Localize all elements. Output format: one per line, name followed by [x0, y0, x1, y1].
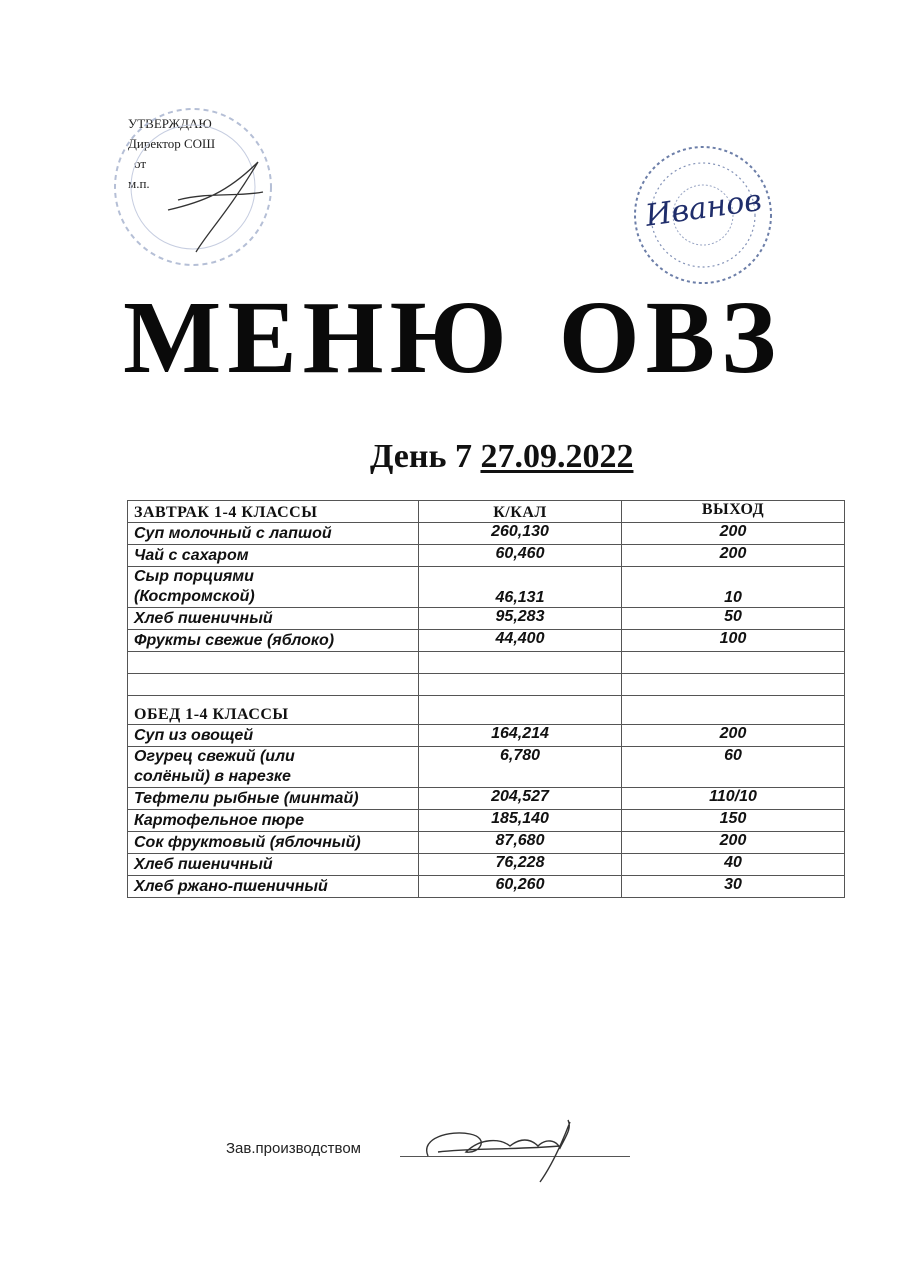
table-row — [128, 832, 845, 854]
title-word-ovz: ОВЗ — [558, 280, 782, 395]
dish-name: Чай с сахаром — [128, 545, 419, 567]
approval-seal-mark: м.п. — [128, 176, 150, 192]
dish-output: 30 — [622, 876, 845, 898]
dish-output: 200 — [622, 832, 845, 854]
table-row — [128, 725, 845, 747]
dish-output: 200 — [622, 523, 845, 545]
title-word-menu: МЕНЮ — [123, 280, 513, 395]
table-row — [128, 567, 845, 608]
dish-output: 10 — [622, 567, 845, 608]
dish-name: Сок фруктовый (яблочный) — [128, 832, 419, 854]
production-head-signature — [410, 1108, 600, 1188]
left-seal-stamp — [108, 102, 278, 272]
dish-output: 150 — [622, 810, 845, 832]
dish-kcal: 185,140 — [419, 810, 622, 832]
breakfast-header-title: ЗАВТРАК 1-4 КЛАССЫ — [128, 501, 419, 523]
dish-output: 50 — [622, 608, 845, 630]
table-row — [128, 608, 845, 630]
lunch-header-row — [128, 696, 845, 725]
approval-director: Директор СОШ — [128, 136, 216, 152]
day-label: День 7 — [370, 438, 472, 475]
production-head-label: Зав.производством — [226, 1140, 361, 1157]
output-column-header: ВЫХОД — [622, 501, 845, 523]
day-line — [370, 438, 633, 476]
dish-output: 40 — [622, 854, 845, 876]
approval-date: от — [134, 156, 147, 172]
kcal-column-header: К/КАЛ — [419, 501, 622, 523]
dish-kcal: 6,780 — [419, 747, 622, 788]
dish-kcal: 204,527 — [419, 788, 622, 810]
right-seal-stamp — [628, 140, 778, 290]
table-row — [128, 876, 845, 898]
stamp-signature-text: Иванов — [643, 182, 764, 234]
table-row — [128, 747, 845, 788]
dish-name: Суп из овощей — [128, 725, 419, 747]
table-row — [128, 788, 845, 810]
table-row — [128, 630, 845, 652]
dish-kcal: 76,228 — [419, 854, 622, 876]
dish-kcal: 87,680 — [419, 832, 622, 854]
dish-kcal: 95,283 — [419, 608, 622, 630]
table-row — [128, 523, 845, 545]
dish-output: 200 — [622, 545, 845, 567]
dish-name: Картофельное пюре — [128, 810, 419, 832]
dish-name: Тефтели рыбные (минтай) — [128, 788, 419, 810]
empty-row — [128, 652, 845, 674]
approval-title: УТВЕРЖДАЮ — [128, 116, 212, 131]
day-date: 27.09.2022 — [480, 438, 634, 475]
dish-kcal: 46,131 — [419, 567, 622, 608]
dish-output: 110/10 — [622, 788, 845, 810]
dish-name: Фрукты свежие (яблоко) — [128, 630, 419, 652]
dish-kcal: 60,260 — [419, 876, 622, 898]
dish-name: Хлеб ржано-пшеничный — [128, 876, 419, 898]
table-row — [128, 810, 845, 832]
lunch-header-title: ОБЕД 1-4 КЛАССЫ — [128, 696, 419, 725]
dish-output: 100 — [622, 630, 845, 652]
dish-name: Суп молочный с лапшой — [128, 523, 419, 545]
dish-kcal: 260,130 — [419, 523, 622, 545]
dish-name: Хлеб пшеничный — [128, 854, 419, 876]
dish-name: Хлеб пшеничный — [128, 608, 419, 630]
breakfast-header-row — [128, 501, 845, 523]
menu-table — [127, 500, 845, 898]
dish-kcal: 60,460 — [419, 545, 622, 567]
table-row — [128, 854, 845, 876]
table-row — [128, 545, 845, 567]
page-title — [0, 280, 905, 395]
empty-row — [128, 674, 845, 696]
dish-output: 60 — [622, 747, 845, 788]
dish-kcal: 164,214 — [419, 725, 622, 747]
dish-name: Огурец свежий (или солёный) в нарезке — [128, 747, 419, 788]
dish-kcal: 44,400 — [419, 630, 622, 652]
dish-output: 200 — [622, 725, 845, 747]
dish-name: Сыр порциями (Костромской) — [128, 567, 419, 608]
